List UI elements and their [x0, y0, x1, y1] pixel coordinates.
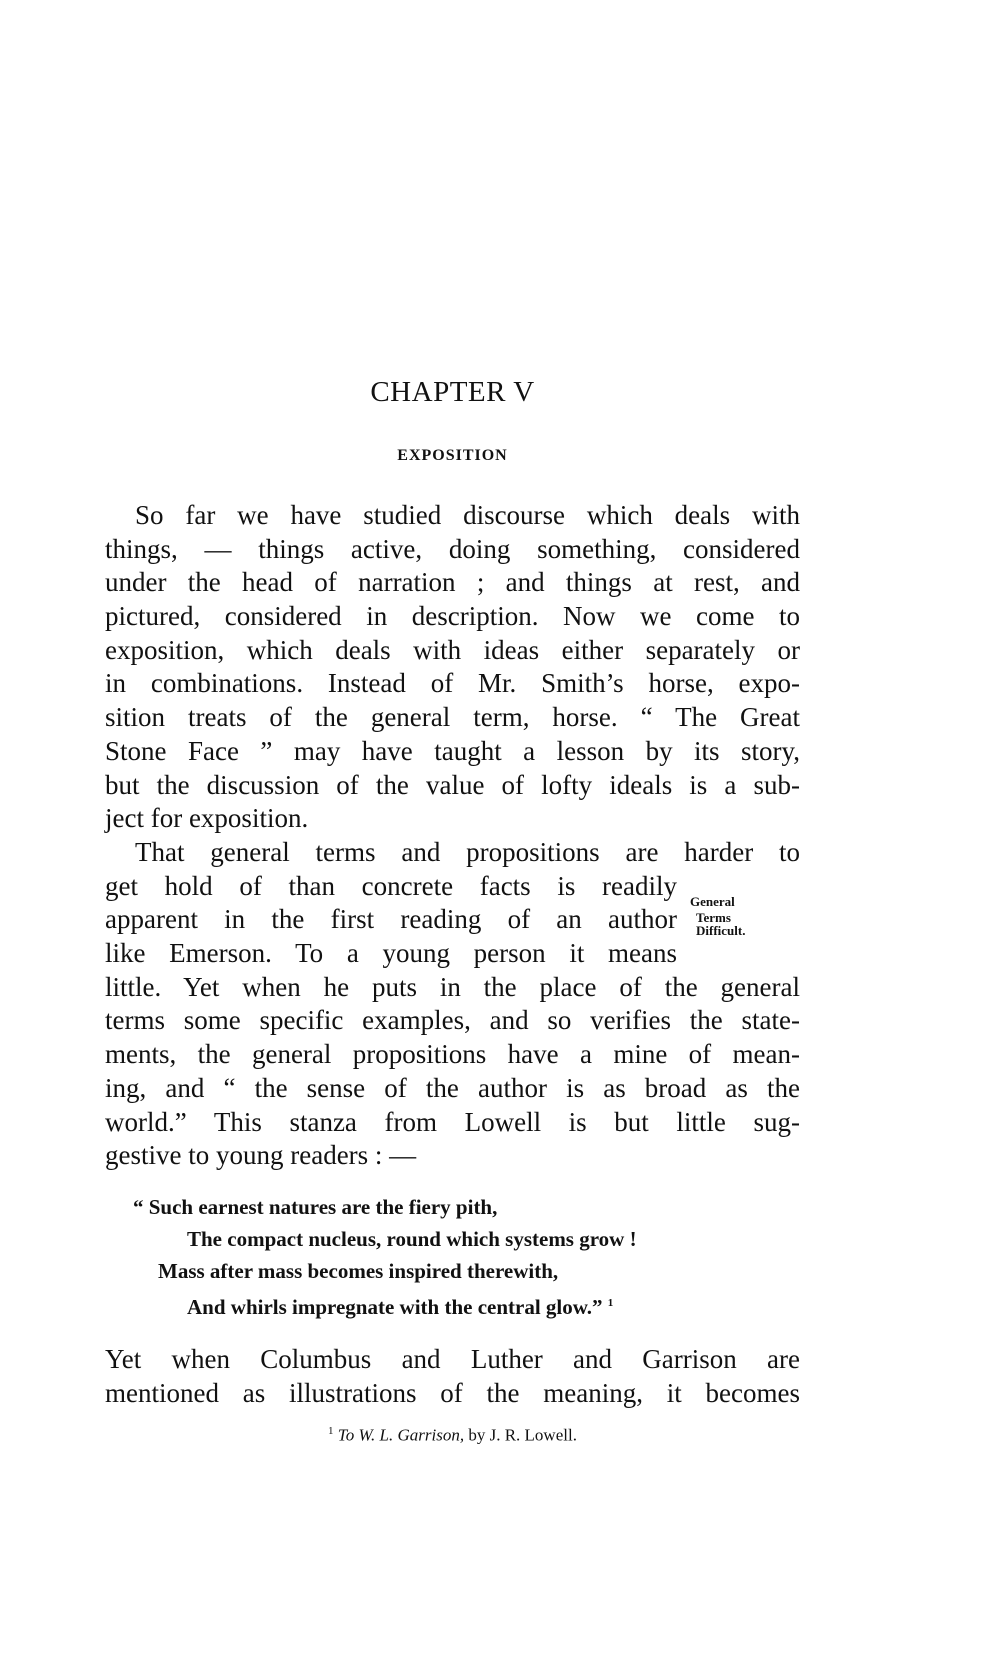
chapter-subtitle: EXPOSITION	[397, 447, 508, 464]
paragraph-3	[105, 1343, 800, 1410]
text-line: world.” This stanza from Lowell is but little sug-	[105, 1106, 800, 1137]
footnote-title: To W. L. Garrison,	[337, 1425, 465, 1445]
text-line: like Emerson. To a young person it means	[105, 938, 677, 969]
text-line: apparent in the first reading of an author	[105, 904, 677, 935]
poem-line	[187, 1287, 637, 1323]
poem-stanza	[0, 1191, 637, 1323]
text-line: mentioned as illustrations of the meaning, it becomes	[105, 1377, 800, 1408]
margin-note-line: Difficult.	[696, 923, 746, 938]
text-line: pictured, considered in description. Now we come to	[105, 601, 800, 632]
text-line: but the discussion of the value of lofty ideals is a sub-	[105, 769, 800, 800]
text-line: ject for exposition.	[105, 803, 309, 834]
chapter-title: CHAPTER V	[370, 376, 535, 408]
margin-note-line: Terms	[696, 910, 731, 925]
footnote-reference: 1	[607, 1297, 614, 1309]
poem-line: “ Such earnest natures are the fiery pith,	[133, 1195, 498, 1219]
poem-line: Mass after mass becomes inspired therewith,	[158, 1259, 559, 1283]
poem-line-text: And whirls impregnate with the central glow.”	[187, 1295, 603, 1319]
text-line: Yet when Columbus and Luther and Garrison are	[105, 1344, 800, 1374]
text-line: in combinations. Instead of Mr. Smith’s horse, expo-	[105, 668, 800, 699]
text-line: terms some specific examples, and so verifies the state-	[105, 1005, 800, 1036]
margin-note-line: General	[690, 894, 735, 909]
text-line: things, — things active, doing something, considered	[105, 533, 800, 564]
text-line: under the head of narration ; and things at rest, and	[105, 567, 800, 598]
text-line: So far we have studied discourse which deals with	[135, 500, 800, 530]
text-line: little. Yet when he puts in the place of the general	[105, 971, 800, 1002]
margin-note	[690, 894, 745, 939]
footnote	[105, 1425, 800, 1446]
paragraph-1	[105, 499, 800, 836]
footnote-mark: 1	[328, 1425, 334, 1437]
poem-line: The compact nucleus, round which systems grow !	[187, 1227, 637, 1251]
text-line: exposition, which deals with ideas either separately or	[105, 634, 800, 665]
text-line: gestive to young readers : —	[105, 1140, 417, 1171]
text-line: Stone Face ” may have taught a lesson by its story,	[105, 735, 800, 766]
paragraph-2	[105, 836, 800, 1173]
text-line: sition treats of the general term, horse. “ The Great	[105, 702, 800, 733]
text-line: That general terms and propositions are harder to	[135, 837, 800, 867]
footnote-text: by J. R. Lowell.	[464, 1425, 577, 1445]
text-line: get hold of than concrete facts is readily	[105, 870, 677, 901]
text-line: ments, the general propositions have a mine of mean-	[105, 1039, 800, 1070]
text-line: ing, and “ the sense of the author is as broad as the	[105, 1072, 800, 1103]
